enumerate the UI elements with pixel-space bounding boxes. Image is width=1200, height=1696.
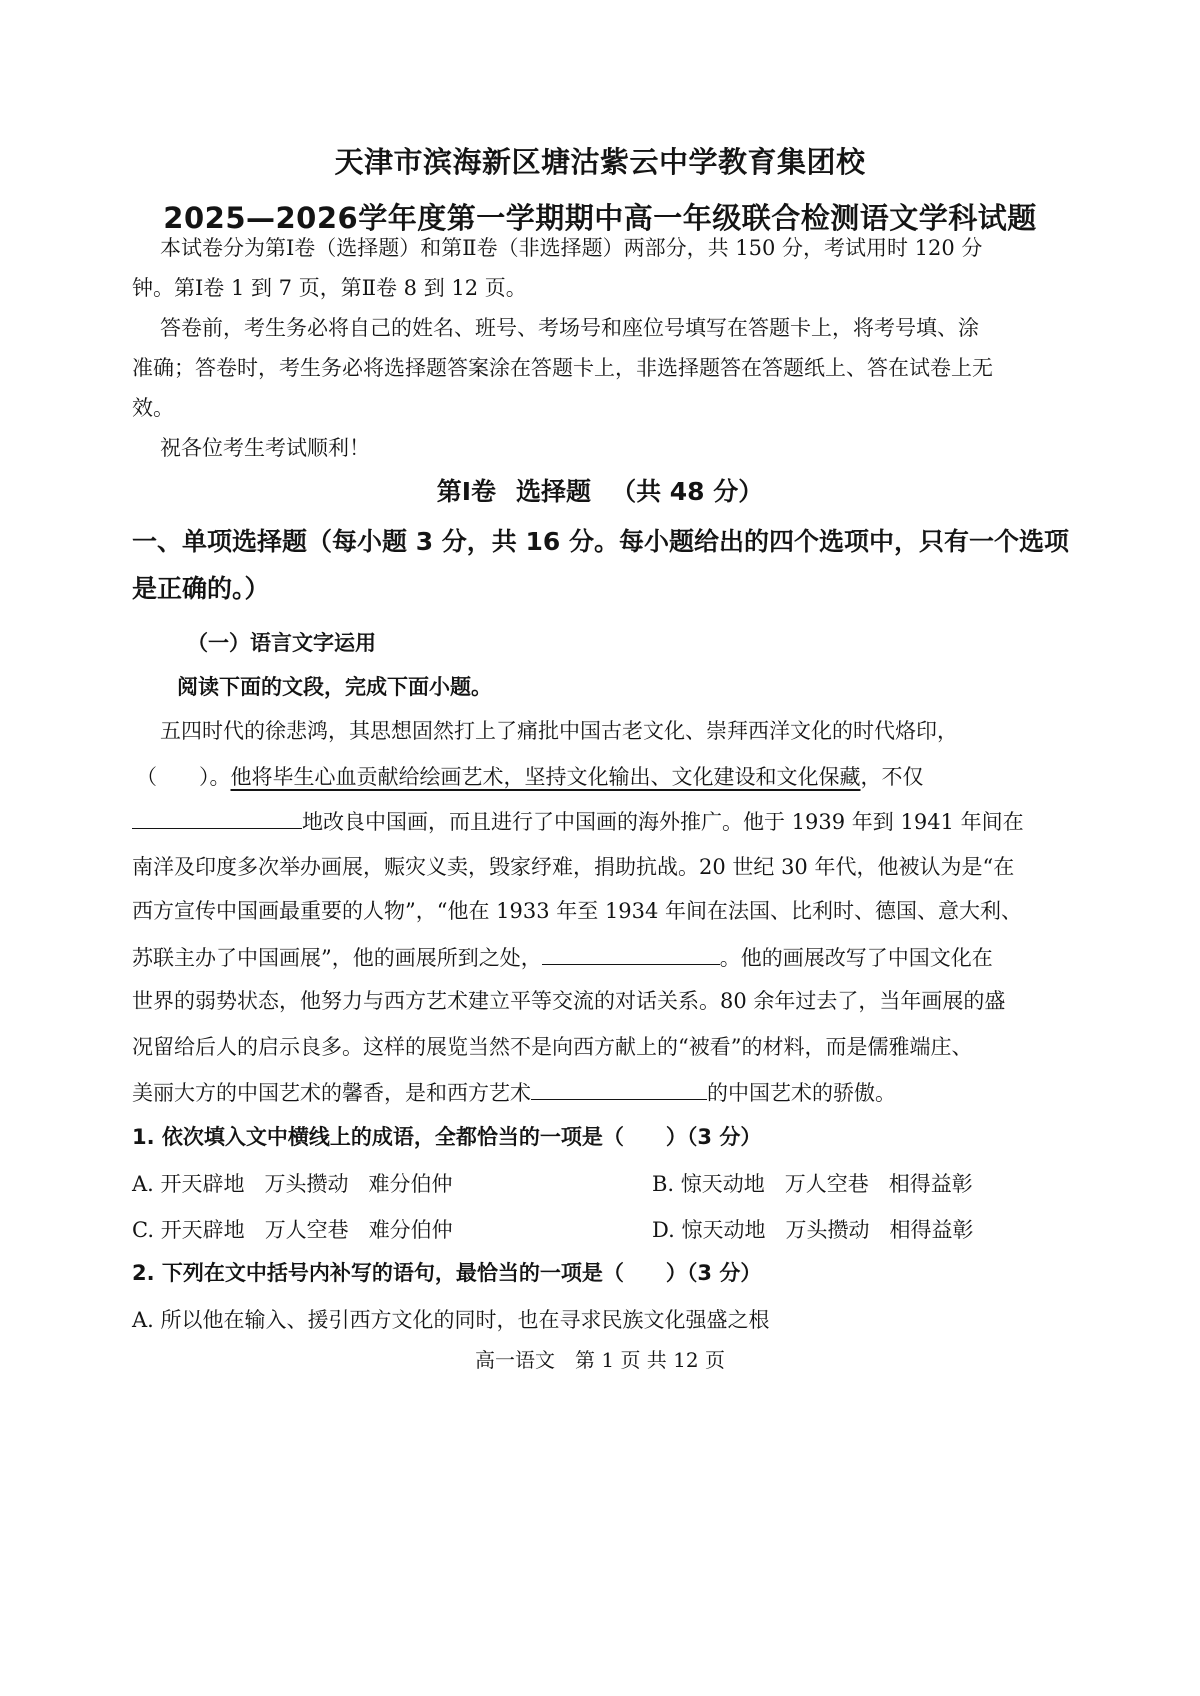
passage-line: 五四时代的徐悲鸿，其思想固然打上了痛批中国古老文化、崇拜西洋文化的时代烙印， bbox=[160, 719, 958, 743]
footer-subject: 高一语文 bbox=[475, 1348, 556, 1372]
passage-line bbox=[132, 942, 1072, 973]
passage-line: 西方宣传中国画最重要的人物”，“他在 1933 年至 1934 年间在法国、比利时、德国、意大利、 bbox=[132, 899, 1023, 923]
footer-page-number: 第 1 页 共 12 页 bbox=[575, 1348, 725, 1372]
underlined-sentence: 他将毕生心血贡献给绘画艺术，坚持文化输出、文化建设和文化保藏 bbox=[230, 765, 861, 789]
question-2-stem: 2. 下列在文中括号内补写的语句，最恰当的一项是（ ）（3 分） bbox=[132, 1261, 762, 1285]
passage-line bbox=[136, 762, 1076, 792]
passage-line: 世界的弱势状态，他努力与西方艺术建立平等交流的对话关系。80 余年过去了，当年画展的盛 bbox=[132, 989, 1006, 1013]
section-score: （共 48 分） bbox=[611, 477, 764, 506]
option-idiom: 万人空巷 bbox=[264, 1218, 349, 1242]
option-letter: D. bbox=[652, 1218, 675, 1242]
passage-line bbox=[132, 1077, 1072, 1108]
page-footer bbox=[0, 1344, 1200, 1373]
question-1-stem: 1. 依次填入文中横线上的成语，全都恰当的一项是（ ）（3 分） bbox=[132, 1125, 762, 1149]
part-heading: 一、单项选择题（每小题 3 分，共 16 分。每小题给出的四个选项中，只有一个选项是正确的。） bbox=[132, 527, 1070, 603]
answer-bracket: （ ）。 bbox=[136, 765, 231, 789]
option-idiom: 难分伯仲 bbox=[368, 1172, 453, 1196]
option-letter: B. bbox=[652, 1172, 675, 1196]
option-idiom: 万头攒动 bbox=[785, 1218, 870, 1242]
option-idiom: 开天辟地 bbox=[160, 1172, 245, 1196]
section-label: 第Ⅰ卷 bbox=[436, 477, 497, 506]
exam-title: 2025—2026学年度第一学期期中高一年级联合检测语文学科试题 bbox=[163, 201, 1037, 235]
fill-blank-3 bbox=[531, 1077, 707, 1100]
reading-instruction: 阅读下面的文段，完成下面小题。 bbox=[177, 675, 492, 699]
section-name: 选择题 bbox=[516, 477, 592, 506]
fill-blank-1 bbox=[132, 806, 302, 829]
option-idiom: 万头攒动 bbox=[264, 1172, 349, 1196]
question-1-option-c[interactable] bbox=[132, 1214, 453, 1244]
good-luck-text: 祝各位考生考试顺利！ bbox=[160, 436, 370, 460]
option-letter: A. bbox=[132, 1172, 154, 1196]
passage-text: 美丽大方的中国艺术的馨香，是和西方艺术 bbox=[132, 1081, 531, 1105]
passage-text: 的中国艺术的骄傲。 bbox=[707, 1081, 896, 1105]
option-text: 所以他在输入、援引西方文化的同时，也在寻求民族文化强盛之根 bbox=[160, 1308, 770, 1332]
question-1-option-b[interactable] bbox=[652, 1168, 973, 1198]
passage-line: 况留给后人的启示良多。这样的展览当然不是向西方献上的“被看”的材料，而是儒雅端庄、 bbox=[132, 1035, 973, 1059]
option-idiom: 惊天动地 bbox=[680, 1172, 765, 1196]
option-idiom: 万人空巷 bbox=[784, 1172, 869, 1196]
option-idiom: 相得益彰 bbox=[889, 1218, 974, 1242]
instructions-line: 准确；答卷时，考生务必将选择题答案涂在答题卡上，非选择题答在答题纸上、答在试卷上无 bbox=[132, 356, 993, 380]
sub-heading: （一）语言文字运用 bbox=[187, 631, 376, 655]
instructions-line: 本试卷分为第Ⅰ卷（选择题）和第Ⅱ卷（非选择题）两部分，共 150 分，考试用时 120 分 bbox=[160, 236, 983, 260]
passage-text: 苏联主办了中国画展”，他的画展所到之处， bbox=[132, 946, 542, 970]
school-title: 天津市滨海新区塘沽紫云中学教育集团校 bbox=[334, 145, 866, 179]
instructions-line: 钟。第Ⅰ卷 1 到 7 页，第Ⅱ卷 8 到 12 页。 bbox=[132, 276, 527, 300]
option-letter: A. bbox=[132, 1308, 154, 1332]
section-heading bbox=[0, 472, 1200, 508]
question-2-option-a[interactable] bbox=[132, 1304, 770, 1334]
option-letter: C. bbox=[132, 1218, 154, 1242]
option-idiom: 难分伯仲 bbox=[368, 1218, 453, 1242]
passage-line: 南洋及印度多次举办画展，赈灾义卖，毁家纾难，捐助抗战。20 世纪 30 年代，他被认为是“在 bbox=[132, 855, 1015, 879]
fill-blank-2 bbox=[542, 942, 720, 965]
question-1-option-a[interactable] bbox=[132, 1168, 453, 1198]
option-idiom: 惊天动地 bbox=[681, 1218, 766, 1242]
passage-text: 地改良中国画，而且进行了中国画的海外推广。他于 1939 年到 1941 年间在 bbox=[302, 810, 1024, 834]
passage-text: ，不仅 bbox=[860, 765, 924, 789]
option-idiom: 相得益彰 bbox=[888, 1172, 973, 1196]
option-idiom: 开天辟地 bbox=[160, 1218, 245, 1242]
question-1-option-d[interactable] bbox=[652, 1214, 973, 1244]
instructions-line: 效。 bbox=[132, 396, 174, 420]
instructions-line: 答卷前，考生务必将自己的姓名、班号、考场号和座位号填写在答题卡上，将考号填、涂 bbox=[160, 316, 979, 340]
passage-line bbox=[132, 806, 1072, 837]
passage-text: 。他的画展改写了中国文化在 bbox=[719, 946, 993, 970]
